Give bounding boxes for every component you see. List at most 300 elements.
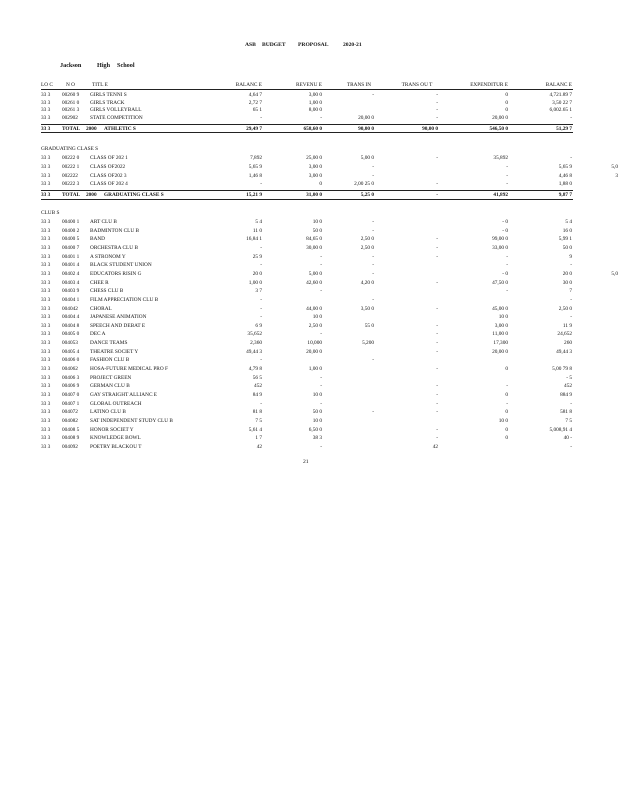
graduating-total-tout: - bbox=[436, 192, 438, 198]
club-row-2-b2: 16 0 bbox=[562, 227, 572, 234]
club-row-26-rev: 38 3 bbox=[312, 435, 322, 442]
club-row-8-loc: 33 3 bbox=[41, 279, 51, 286]
club-row-23-tin: - bbox=[372, 409, 374, 416]
athletic-row-4-no: 002902 bbox=[62, 114, 78, 121]
athletic-total-exp: 546,50 0 bbox=[489, 126, 508, 132]
club-row-6-tin: - bbox=[372, 262, 374, 269]
club-row-25-b1: 5,61 4 bbox=[248, 426, 262, 433]
school-name-2: High bbox=[97, 62, 111, 69]
athletic-row-4-rev: - bbox=[320, 114, 322, 121]
athletic-row-1-b2: 4,721.89 7 bbox=[549, 92, 572, 98]
club-row-21-b1: 84 9 bbox=[252, 392, 262, 398]
club-row-26-b2: 40 - bbox=[563, 435, 572, 442]
club-row-27-loc: 33 3 bbox=[41, 443, 51, 450]
club-row-8-b2: 30 0 bbox=[562, 279, 572, 286]
athletic-row-4-tin: 20,00 0 bbox=[358, 114, 374, 121]
club-row-18-title: HOSA-FUTURE MEDICAL PRO F bbox=[90, 366, 168, 373]
athletic-total-tin: 90,00 0 bbox=[358, 126, 374, 132]
athletic-row-3-exp: 0 bbox=[505, 107, 508, 114]
club-row-13-tout: - bbox=[436, 322, 438, 329]
club-row-7-extra: 5,0 bbox=[611, 270, 618, 277]
club-row-20-tout: - bbox=[436, 383, 438, 390]
athletic-row-3-no: 00261 3 bbox=[62, 107, 80, 114]
graduating-row-2-exp: - bbox=[506, 163, 508, 170]
club-row-7-loc: 33 3 bbox=[41, 270, 51, 277]
school-name-1: Jackson bbox=[60, 62, 82, 69]
club-row-6-b1: - bbox=[260, 262, 262, 269]
graduating-row-4-tin: 2,00 25 0 bbox=[354, 181, 374, 188]
graduating-row-1-exp: 35,892 bbox=[493, 155, 508, 161]
club-row-10-title: FILM APPRECIATION CLU B bbox=[90, 296, 159, 303]
club-row-5-tin: - bbox=[372, 253, 374, 260]
club-row-15-exp: 17,300 bbox=[493, 340, 508, 347]
club-row-1-tin: - bbox=[372, 219, 374, 225]
col-title: TITL E bbox=[92, 82, 108, 88]
club-row-3-title: BAND bbox=[90, 236, 106, 243]
club-row-18-rev: 1,00 0 bbox=[308, 366, 322, 373]
club-row-3-b1: 16,84 1 bbox=[246, 236, 262, 243]
club-row-7-title: EDUCATORS RISIN G bbox=[90, 270, 142, 277]
club-row-18-exp: 0 bbox=[505, 366, 508, 373]
club-row-17-b1: - bbox=[260, 357, 262, 364]
club-row-8-exp: 47,50 0 bbox=[492, 279, 508, 286]
club-row-5-tout: - bbox=[436, 253, 438, 260]
club-row-12-no: 00404 4 bbox=[62, 314, 80, 321]
club-row-13-title: SPEECH AND DEBAT E bbox=[90, 322, 146, 329]
club-row-13-rev: 2,50 0 bbox=[308, 322, 322, 329]
club-row-5-b1: 25 9 bbox=[252, 253, 262, 260]
club-row-24-exp: 10 0 bbox=[498, 417, 508, 424]
club-row-8-title: CHEE R bbox=[90, 279, 109, 286]
club-row-12-b1: - bbox=[260, 314, 262, 321]
club-row-13-tin: 55 0 bbox=[364, 322, 374, 329]
club-row-27-b1: 42 bbox=[256, 443, 262, 450]
club-row-9-rev: - bbox=[320, 288, 322, 295]
club-row-18-b2: 5,00 79 8 bbox=[552, 366, 572, 373]
club-row-5-title: A STRONOM Y bbox=[90, 253, 126, 260]
club-row-7-no: 00402 4 bbox=[62, 270, 80, 277]
club-row-7-b1: 20 0 bbox=[252, 270, 262, 277]
club-row-11-tout: - bbox=[436, 305, 438, 312]
club-row-14-b2: 24,652 bbox=[557, 331, 572, 338]
club-row-4-rev: 30,00 0 bbox=[306, 244, 322, 251]
club-row-20-b2: 452 bbox=[564, 383, 572, 390]
athletic-total-loc: 33 3 bbox=[41, 126, 51, 132]
club-row-23-loc: 33 3 bbox=[41, 409, 51, 416]
graduating-total-name: GRADUATING CLASE S bbox=[104, 192, 164, 198]
club-row-4-b2: 50 0 bbox=[562, 244, 572, 251]
club-row-6-no: 00401 4 bbox=[62, 262, 80, 269]
graduating-row-1-tout: - bbox=[436, 155, 438, 161]
club-row-13-b2: 11 9 bbox=[562, 322, 572, 329]
club-row-6-exp: - bbox=[506, 262, 508, 269]
club-row-21-exp: 0 bbox=[505, 392, 508, 398]
club-row-26-loc: 33 3 bbox=[41, 435, 51, 442]
club-row-1-rev: 10 0 bbox=[312, 219, 322, 225]
club-row-11-exp: 45,00 0 bbox=[492, 305, 508, 312]
club-row-8-b1: 1,00 0 bbox=[248, 279, 262, 286]
club-row-23-b1: 81 8 bbox=[252, 409, 262, 416]
graduating-total-rule-top bbox=[41, 190, 573, 191]
club-row-11-loc: 33 3 bbox=[41, 305, 51, 312]
club-row-9-b1: 3 7 bbox=[255, 288, 262, 295]
club-row-25-rev: 6,50 0 bbox=[308, 426, 322, 433]
club-row-7-b2: 20 0 bbox=[562, 270, 572, 277]
club-row-18-loc: 33 3 bbox=[41, 366, 51, 373]
club-row-5-exp: - bbox=[506, 253, 508, 260]
club-row-9-exp: - bbox=[506, 288, 508, 295]
col-balance-end: BALANC E bbox=[545, 82, 572, 88]
club-row-25-exp: 0 bbox=[505, 426, 508, 433]
graduating-row-3-loc: 33 3 bbox=[41, 172, 51, 179]
graduating-total-exp: 41,892 bbox=[493, 192, 508, 198]
club-row-22-b1: - bbox=[260, 400, 262, 407]
club-row-14-b1: 35,652 bbox=[247, 331, 262, 338]
athletic-total-rule-bottom bbox=[41, 132, 573, 133]
graduating-row-2-b2: 5,65 9 bbox=[558, 163, 572, 170]
club-row-11-no: 004042 bbox=[62, 305, 78, 312]
club-row-19-loc: 33 3 bbox=[41, 374, 51, 381]
club-row-15-b2: 260 bbox=[564, 340, 572, 347]
club-row-20-rev: - bbox=[320, 383, 322, 390]
graduating-row-1-title: CLASS OF 202 1 bbox=[90, 155, 128, 161]
club-row-11-b1: - bbox=[260, 305, 262, 312]
club-row-21-b2: 884 9 bbox=[560, 392, 572, 398]
club-row-6-title: BLACK STUDENT UNION bbox=[90, 262, 152, 269]
club-row-3-loc: 33 3 bbox=[41, 236, 51, 243]
graduating-row-2-extra: 5,0 bbox=[611, 163, 618, 170]
club-row-5-rev: - bbox=[320, 253, 322, 260]
graduating-row-4-rev: 0 bbox=[319, 181, 322, 188]
club-row-4-tout: - bbox=[436, 244, 438, 251]
club-row-1-no: 00400 1 bbox=[62, 219, 80, 225]
club-row-18-b1: 4,79 8 bbox=[248, 366, 262, 373]
club-row-16-tout: - bbox=[436, 348, 438, 355]
athletic-row-1-no: 00260 9 bbox=[62, 92, 80, 98]
club-row-16-title: THEATRE SOCIET Y bbox=[90, 348, 139, 355]
club-row-16-b1: 49,44 3 bbox=[246, 348, 262, 355]
col-loc: LO C bbox=[41, 82, 53, 88]
club-row-16-no: 00405 4 bbox=[62, 348, 80, 355]
club-row-24-b1: 7 5 bbox=[255, 417, 262, 424]
col-expenditure: EXPENDITUR E bbox=[470, 82, 508, 88]
col-balance-start: BALANC E bbox=[235, 82, 262, 88]
athletic-row-1-loc: 33 3 bbox=[41, 92, 51, 98]
graduating-row-3-exp: - bbox=[506, 172, 508, 179]
club-row-10-b1: - bbox=[260, 296, 262, 303]
club-row-2-b1: 11 0 bbox=[252, 227, 262, 234]
athletic-total-code: 2000 bbox=[86, 126, 97, 132]
club-row-16-rev: 20,00 0 bbox=[306, 348, 322, 355]
club-row-17-tin: - bbox=[372, 357, 374, 364]
club-row-23-exp: 0 bbox=[505, 409, 508, 416]
graduating-heading: GRADUATING CLASE S bbox=[41, 146, 99, 152]
club-row-21-loc: 33 3 bbox=[41, 392, 51, 398]
col-revenue: REVENU E bbox=[295, 82, 322, 88]
club-row-3-tin: 2,50 0 bbox=[360, 236, 374, 243]
club-row-27-rev: - bbox=[320, 443, 322, 450]
club-row-4-title: ORCHESTRA CLU B bbox=[90, 244, 138, 251]
graduating-total-code: 2000 bbox=[86, 192, 97, 198]
club-row-19-rev: - bbox=[320, 374, 322, 381]
club-row-5-no: 00401 1 bbox=[62, 253, 80, 260]
graduating-row-2-rev: 3,00 0 bbox=[308, 163, 322, 170]
graduating-row-3-no: 002222 bbox=[62, 172, 78, 179]
graduating-row-3-b2: 4,46 8 bbox=[558, 172, 572, 179]
club-row-9-b2: 7 bbox=[569, 288, 572, 295]
club-row-11-rev: 44,00 0 bbox=[306, 305, 322, 312]
club-row-10-no: 00404 1 bbox=[62, 296, 80, 303]
athletic-row-2-tout: - bbox=[436, 99, 438, 106]
graduating-row-1-b1: 7,892 bbox=[250, 155, 262, 161]
club-row-23-title: LATINO CLU B bbox=[90, 409, 126, 416]
graduating-row-2-loc: 33 3 bbox=[41, 163, 51, 170]
club-row-13-no: 00404 8 bbox=[62, 322, 80, 329]
club-row-22-rev: - bbox=[320, 400, 322, 407]
athletic-row-3-title: GIRLS VOLLEYBALL bbox=[90, 107, 142, 114]
club-row-15-tin: 5,200 bbox=[362, 340, 374, 347]
club-row-13-exp: 3,00 0 bbox=[494, 322, 508, 329]
club-row-6-b2: - bbox=[570, 262, 572, 269]
athletic-row-1-rev: 3,00 0 bbox=[308, 92, 322, 98]
club-row-2-rev: 50 0 bbox=[312, 227, 322, 234]
club-row-20-no: 00406 9 bbox=[62, 383, 80, 390]
club-row-14-tout: - bbox=[436, 331, 438, 338]
graduating-total-rev: 31,00 0 bbox=[306, 192, 322, 198]
club-row-26-tout: - bbox=[436, 435, 438, 442]
club-row-25-loc: 33 3 bbox=[41, 426, 51, 433]
club-row-14-rev: - bbox=[320, 331, 322, 338]
club-row-12-rev: 10 0 bbox=[312, 314, 322, 321]
club-row-26-b1: 1 7 bbox=[255, 435, 262, 442]
graduating-row-2-b1: 5,65 9 bbox=[248, 163, 262, 170]
athletic-row-4-tout: - bbox=[436, 114, 438, 121]
club-row-4-exp: 33,00 0 bbox=[492, 244, 508, 251]
graduating-row-3-b1: 1,46 8 bbox=[248, 172, 262, 179]
club-row-15-rev: 10,000 bbox=[307, 340, 322, 347]
athletic-row-3-tout: - bbox=[436, 107, 438, 114]
club-row-15-no: 004053 bbox=[62, 340, 78, 347]
club-row-18-no: 004062 bbox=[62, 366, 78, 373]
athletic-row-3-b1: 65 1 bbox=[252, 107, 262, 114]
club-row-12-b2: - bbox=[570, 314, 572, 321]
graduating-total-label: TOTAL bbox=[62, 192, 81, 198]
club-row-25-b2: 5,008,91 4 bbox=[549, 426, 572, 433]
graduating-total-b2: 9,87 7 bbox=[558, 192, 572, 198]
club-row-9-title: CHESS CLU B bbox=[90, 288, 124, 295]
graduating-row-3-extra: 3 bbox=[615, 172, 618, 179]
athletic-row-1-title: GIRLS TENNI S bbox=[90, 92, 127, 98]
club-row-1-title: ART CLU B bbox=[90, 219, 117, 225]
athletic-total-tout: 90,00 0 bbox=[422, 126, 438, 132]
club-row-3-exp: 99,00 0 bbox=[492, 236, 508, 243]
club-row-22-tout: - bbox=[436, 400, 438, 407]
graduating-row-4-no: 00222 3 bbox=[62, 181, 80, 188]
club-row-1-b1: 5 4 bbox=[255, 219, 262, 225]
athletic-row-2-title: GIRLS TRACK bbox=[90, 99, 125, 106]
club-row-3-no: 00400 5 bbox=[62, 236, 80, 243]
club-row-22-no: 00407 1 bbox=[62, 400, 80, 407]
club-row-14-title: DEC A bbox=[90, 331, 106, 338]
club-row-2-no: 00400 2 bbox=[62, 227, 80, 234]
graduating-row-3-title: CLASS OF202 3 bbox=[90, 172, 127, 179]
club-row-24-loc: 33 3 bbox=[41, 417, 51, 424]
club-row-10-b2: - bbox=[570, 296, 572, 303]
graduating-row-3-tin: - bbox=[372, 172, 374, 179]
club-row-26-title: KNOWLEDGE BOWL bbox=[90, 435, 141, 442]
club-row-15-title: DANCE TEAMS bbox=[90, 340, 128, 347]
club-row-24-no: 004082 bbox=[62, 417, 78, 424]
club-row-27-tout: 42 bbox=[432, 443, 438, 450]
athletic-row-2-exp: 0 bbox=[505, 99, 508, 106]
club-row-7-exp: - 0 bbox=[502, 270, 508, 277]
athletic-row-1-exp: 0 bbox=[505, 92, 508, 98]
col-trans-out: TRANS OU T bbox=[401, 82, 433, 88]
athletic-row-2-loc: 33 3 bbox=[41, 99, 51, 106]
club-row-8-tout: - bbox=[436, 279, 438, 286]
header-proposal: PROPOSAL bbox=[298, 42, 329, 48]
club-row-19-b1: 56 5 bbox=[252, 374, 262, 381]
club-row-4-no: 00400 7 bbox=[62, 244, 80, 251]
club-row-5-loc: 33 3 bbox=[41, 253, 51, 260]
club-row-7-rev: 5,00 0 bbox=[308, 270, 322, 277]
club-row-15-loc: 33 3 bbox=[41, 340, 51, 347]
athletic-total-rule-top bbox=[41, 124, 573, 125]
athletic-row-2-b1: 2,72 7 bbox=[248, 99, 262, 106]
club-row-1-b2: 5 4 bbox=[565, 219, 572, 225]
header-budget: BUDGET bbox=[262, 42, 286, 48]
club-row-17-no: 00406 0 bbox=[62, 357, 80, 364]
club-row-16-exp: 20,00 0 bbox=[492, 348, 508, 355]
club-row-22-loc: 33 3 bbox=[41, 400, 51, 407]
club-row-3-rev: 84,65 0 bbox=[306, 236, 322, 243]
athletic-row-1-tin: - bbox=[372, 92, 374, 98]
club-row-15-tout: - bbox=[436, 340, 438, 347]
club-row-5-b2: 9 bbox=[569, 253, 572, 260]
col-no: N O bbox=[66, 82, 75, 88]
club-row-11-title: CHORAL bbox=[90, 305, 112, 312]
club-row-16-b2: 49,44 3 bbox=[556, 348, 572, 355]
page-number: 21 bbox=[303, 459, 309, 465]
club-row-22-title: GLOBAL OUTREACH bbox=[90, 400, 142, 407]
col-trans-in: TRANS IN bbox=[346, 82, 372, 88]
club-row-23-b2: 581 8 bbox=[560, 409, 572, 416]
graduating-total-loc: 33 3 bbox=[41, 192, 51, 198]
club-row-23-no: 004072 bbox=[62, 409, 78, 416]
club-row-7-tin: - bbox=[372, 270, 374, 277]
graduating-row-4-tout: - bbox=[436, 181, 438, 188]
club-row-2-title: BADMINTON CLU B bbox=[90, 227, 140, 234]
club-row-20-title: GERMAN CLU B bbox=[90, 383, 130, 390]
header-asb: ASB bbox=[245, 42, 256, 48]
graduating-row-4-title: CLASS OF 202 4 bbox=[90, 181, 128, 188]
club-row-23-rev: 50 0 bbox=[312, 409, 322, 416]
club-row-13-loc: 33 3 bbox=[41, 322, 51, 329]
club-row-23-tout: - bbox=[436, 409, 438, 416]
club-row-10-tin: - bbox=[372, 296, 374, 303]
clubs-heading: CLUB S bbox=[41, 210, 60, 216]
club-row-22-b2: - bbox=[570, 400, 572, 407]
club-row-21-tout: - bbox=[436, 392, 438, 398]
club-row-26-no: 00408 9 bbox=[62, 435, 80, 442]
club-row-11-tin: 3,50 0 bbox=[360, 305, 374, 312]
club-row-21-no: 00407 0 bbox=[62, 392, 80, 398]
club-row-10-loc: 33 3 bbox=[41, 296, 51, 303]
athletic-total-name: ATHLETIC S bbox=[104, 126, 136, 132]
club-row-9-no: 00403 9 bbox=[62, 288, 80, 295]
club-row-4-b1: - bbox=[260, 244, 262, 251]
athletic-total-b1: 29,49 7 bbox=[246, 126, 262, 132]
athletic-total-b2: 51,29 7 bbox=[556, 126, 572, 132]
club-row-6-loc: 33 3 bbox=[41, 262, 51, 269]
graduating-row-2-title: CLASS OF2022 bbox=[90, 163, 126, 170]
club-row-3-b2: 5,99 1 bbox=[558, 236, 572, 243]
club-row-25-no: 00408 5 bbox=[62, 426, 80, 433]
club-row-27-b2: - bbox=[570, 443, 572, 450]
club-row-14-exp: 11,00 0 bbox=[492, 331, 508, 338]
club-row-2-loc: 33 3 bbox=[41, 227, 51, 234]
graduating-row-4-exp: - bbox=[506, 181, 508, 188]
club-row-19-no: 00406 3 bbox=[62, 374, 80, 381]
athletic-row-4-b2: - bbox=[570, 114, 572, 121]
club-row-20-exp: - bbox=[506, 383, 508, 390]
club-row-20-loc: 33 3 bbox=[41, 383, 51, 390]
club-row-18-tout: - bbox=[436, 366, 438, 373]
club-row-9-loc: 33 3 bbox=[41, 288, 51, 295]
athletic-row-3-rev: 8,00 0 bbox=[308, 107, 322, 114]
graduating-row-1-no: 00222 0 bbox=[62, 155, 80, 161]
school-name-3: School bbox=[117, 62, 135, 69]
club-row-19-title: PROJECT GREEN bbox=[90, 374, 132, 381]
club-row-21-rev: 10 0 bbox=[312, 392, 322, 398]
club-row-2-exp: - 0 bbox=[502, 227, 508, 234]
athletic-row-3-loc: 33 3 bbox=[41, 107, 51, 114]
club-row-1-exp: - 0 bbox=[502, 219, 508, 225]
club-row-16-loc: 33 3 bbox=[41, 348, 51, 355]
athletic-row-2-b2: 3,50 22 7 bbox=[552, 99, 572, 106]
club-row-14-no: 00405 0 bbox=[62, 331, 80, 338]
club-row-8-no: 00403 4 bbox=[62, 279, 80, 286]
club-row-22-exp: - bbox=[506, 400, 508, 407]
club-row-1-loc: 33 3 bbox=[41, 219, 51, 225]
club-row-21-title: GAY STRAIGHT ALLIANC E bbox=[90, 392, 158, 398]
athletic-row-3-b2: 6,002.65 1 bbox=[549, 107, 572, 114]
club-row-4-loc: 33 3 bbox=[41, 244, 51, 251]
graduating-row-1-b2: - bbox=[570, 155, 572, 161]
athletic-row-2-rev: 1,00 0 bbox=[308, 99, 322, 106]
club-row-12-exp: 10 0 bbox=[498, 314, 508, 321]
club-row-17-title: FASHION CLU B bbox=[90, 357, 130, 364]
header-rule bbox=[41, 89, 573, 90]
athletic-row-4-loc: 33 3 bbox=[41, 114, 51, 121]
graduating-row-2-no: 00222 1 bbox=[62, 163, 80, 170]
graduating-row-4-b1: - bbox=[260, 181, 262, 188]
graduating-row-4-loc: 33 3 bbox=[41, 181, 51, 188]
club-row-19-b2: - 5 bbox=[566, 374, 572, 381]
athletic-row-4-exp: 20,00 0 bbox=[492, 114, 508, 121]
club-row-20-b1: 452 bbox=[254, 383, 262, 390]
athletic-row-4-title: STATE COMPETITION bbox=[90, 114, 143, 121]
club-row-26-exp: 0 bbox=[505, 435, 508, 442]
club-row-8-rev: 42,60 0 bbox=[306, 279, 322, 286]
club-row-4-tin: 2,50 0 bbox=[360, 244, 374, 251]
club-row-12-loc: 33 3 bbox=[41, 314, 51, 321]
graduating-total-rule-bottom bbox=[41, 199, 573, 200]
graduating-row-1-loc: 33 3 bbox=[41, 155, 51, 161]
graduating-row-3-rev: 3,00 0 bbox=[308, 172, 322, 179]
graduating-row-1-tin: 5,00 0 bbox=[360, 155, 374, 161]
graduating-row-4-b2: 1,88 0 bbox=[558, 181, 572, 188]
